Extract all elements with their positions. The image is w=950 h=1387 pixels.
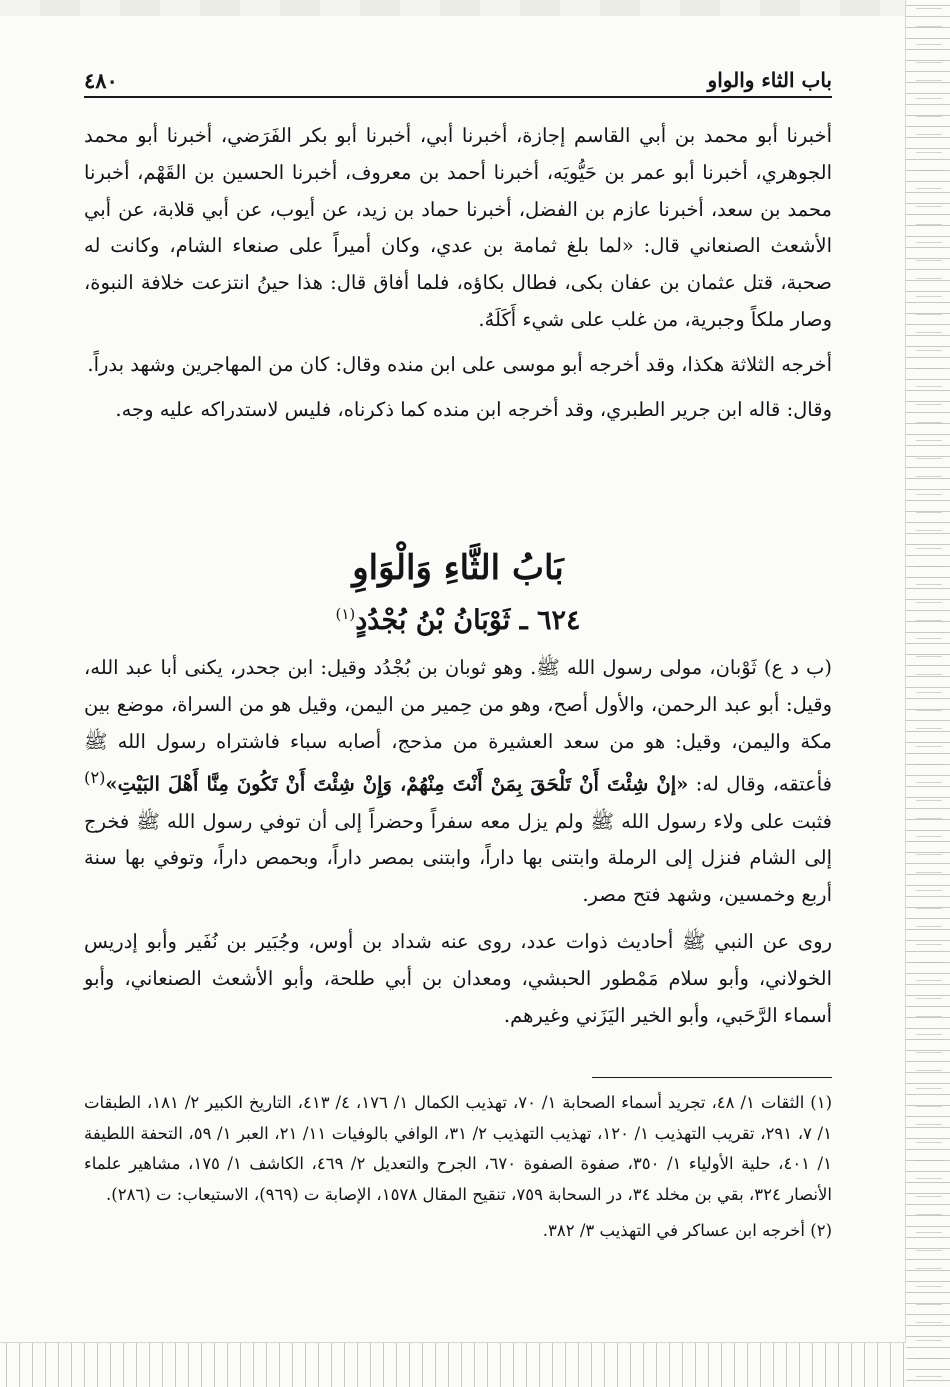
scan-top-strip <box>0 0 906 16</box>
paragraph: أخبرنا أبو محمد بن أبي القاسم إجازة، أخبرنا أبي، أخبرنا أبو بكر الفَرَضي، أخبرنا أبو محمد الجوهري، أخبرنا أبو عمر بن حَيُّويَه، أخبرنا أحمد بن معروف، أخبرنا الحسين بن القَهْم، أخبرنا محمد بن سعد، أخبرنا عازم بن الفضل، أخبرنا حماد بن زيد، عن أيوب، عن أبي قلابة، عن أبي الأشعث الصنعاني قال: «لما بلغ ثمامة بن عدي، وكان أميراً على صنعاء الشام، وكانت له صحبة، قتل عثمان بن عفان بكى، فطال بكاؤه، فلما أفاق قال: هذا حينُ انتزعت خلافة النبوة، وصار ملكاً وجبرية، من غلب على شيء أَكَلَهُ. <box>84 124 832 331</box>
running-header <box>84 66 832 98</box>
footnote-divider <box>592 1077 832 1078</box>
paragraph: روى عن النبي ﷺ أحاديث ذوات عدد، روى عنه شداد بن أوس، وجُبَير بن نُفَير وأبو إدريس الخولاني، وأبو سلام مَمْطور الحبشي، ومعدان بن أبي طلحة، وأبو الأشعث الصنعاني، وأبو أسماء الرَّحَبي، وأبو الخير اليَزَني وغيرهم. <box>84 930 832 1027</box>
bio-text: (ب د ع) ثَوْبان، مولى رسول الله ﷺ. وهو ثوبان بن بُجْدُد وقيل: ابن جحدر، يكنى أبا عبد الله، وقيل: أبو عبد الرحمن، والأول أصح، وهو من حِمير من اليمن، وقيل هو من السراة، موضع بين مكة واليمن، وقيل: هو من سعد العشيرة من مذحج، أصابه سباء فاشتراه رسول الله ﷺ فأعتقه، وقال له: <box>84 656 832 796</box>
footnote-ref: (١) <box>335 605 356 623</box>
footnote-ref: (٢) <box>84 768 106 788</box>
ornamental-border-right <box>905 0 950 1387</box>
footnotes <box>84 1088 832 1253</box>
entry-heading-text: ٦٢٤ ـ ثَوْبَانُ بْنُ بُجْدُدٍ <box>355 605 581 636</box>
paragraph <box>84 650 832 914</box>
footnote: (٢) أخرجه ابن عساكر في التهذيب ٣/ ٣٨٢. <box>542 1221 832 1241</box>
hadith-quote: «إنْ شِئْتَ أَنْ تَلْحَقَ بِمَنْ أَنْتَ مِنْهُمْ، وَإِنْ شِئْتَ أَنْ تَكُونَ مِنَّا أَهْلَ البَيْتِ» <box>105 772 689 796</box>
bio-text: فثبت على ولاء رسول الله ﷺ ولم يزل معه سفراً وحضراً إلى أن توفي رسول الله ﷺ فخرج إلى الشام فنزل إلى الرملة وابتنى بها داراً، وابتنى بمصر داراً، وبحمص داراً، وتوفي بها سنة أربع وخمسين، وشهد فتح مصر. <box>84 809 832 907</box>
section-heading: بَابُ الثَّاءِ وَالْوَاوِ <box>352 548 564 588</box>
page-number: ٤٨٠ <box>84 68 118 93</box>
paragraph: وقال: قاله ابن جرير الطبري، وقد أخرجه ابن منده كما ذكرناه، فليس لاستدراكه عليه وجه. <box>115 397 832 421</box>
intro-text <box>84 118 832 436</box>
entry-body <box>84 650 832 1044</box>
footnote: (١) الثقات ١/ ٤٨، تجريد أسماء الصحابة ١/ ٧٠، تهذيب الكمال ١/ ١٧٦، ٤/ ٤١٣، التاريخ الكبير ٢/ ١٨١، الطبقات ١/ ٧، ٢٩١، تقريب التهذيب ١/ ١٢٠، تهذيب التهذيب ٢/ ٣١، الوافي بالوفيات ١١/ ٢١، العبر ١/ ٥٩، التحفة اللطيفة ١/ ٤٠١، حلية الأولياء ١/ ٣٥٠، صفوة الصفوة ٦٧٠، الجرح والتعديل ٢/ ٤٦٩، الكاشف ١/ ١٧٥، مشاهير علماء الأنصار ٣٢٤، بقي بن مخلد ٣٤، در السحابة ٧٥٩، تنقيح المقال ١٥٧٨، الإصابة ت (٩٦٩)، الاستيعاب: ت (٢٨٦). <box>84 1093 832 1204</box>
ornamental-border-bottom <box>0 1342 906 1387</box>
paragraph: أخرجه الثلاثة هكذا، وقد أخرجه أبو موسى على ابن منده وقال: كان من المهاجرين وشهد بدراً. <box>87 352 832 376</box>
entry-heading <box>84 605 832 636</box>
running-header-title: باب الثاء والواو <box>707 68 832 92</box>
